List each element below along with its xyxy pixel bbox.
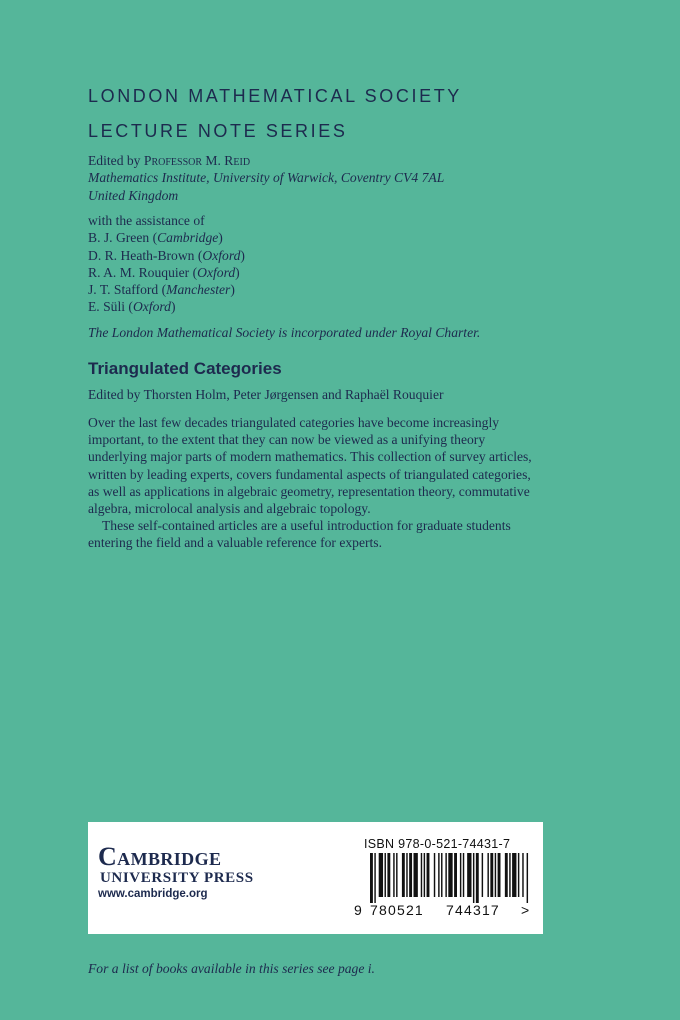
publisher-logo: Cambridge: [98, 842, 222, 871]
editor-country: United Kingdom: [88, 187, 179, 203]
barcode-bar: [421, 853, 422, 897]
barcode-bar: [463, 853, 464, 897]
barcode-bar: [473, 853, 474, 903]
editor-line: [88, 152, 444, 169]
barcode-bar: [522, 853, 523, 897]
barcode-bar: [387, 853, 390, 897]
barcode-bar: [409, 853, 412, 897]
edited-by-label: Edited by: [88, 153, 141, 168]
barcode-bar: [402, 853, 405, 897]
description-paragraph: Over the last few decades triangulated categories have become increasingly important, to the extent that they can now be viewed as a unifying theory underlying major parts of modern mathematics. This collection of survey articles, written by leading experts, covers fundamental aspects of triangulated categories, as well as applications in algebraic geometry, representation theory, commutative algebra, microlocal analysis and algebraic topology.: [88, 415, 532, 517]
barcode-bar: [434, 853, 435, 897]
publisher-box: [88, 822, 543, 934]
publisher-website: www.cambridge.org: [98, 888, 208, 900]
barcode-digit-first: 9: [354, 902, 362, 918]
assistant-entry: B. J. Green (Cambridge): [88, 230, 223, 246]
barcode-bar: [406, 853, 407, 897]
charter-note: The London Mathematical Society is incorporated under Royal Charter.: [88, 325, 481, 340]
barcode-bar: [460, 853, 461, 897]
assistant-entry: E. Süli (Oxford): [88, 299, 176, 315]
barcode-digits-left: 780521: [370, 902, 424, 918]
book-editors: Edited by Thorsten Holm, Peter Jørgensen and Raphaël Rouquier: [88, 387, 444, 402]
barcode-bar: [424, 853, 425, 897]
book-description: [88, 414, 540, 552]
barcode-bar: [374, 853, 375, 903]
barcode-bar: [509, 853, 510, 897]
barcode-bar: [487, 853, 488, 897]
description-paragraph: These self-contained articles are a useful introduction for graduate students entering the field and a valuable reference for experts.: [88, 518, 511, 551]
barcode-bar: [414, 853, 418, 897]
editor-block: [88, 152, 444, 204]
barcode-bar: [393, 853, 394, 897]
barcode-bar: [445, 853, 446, 897]
barcode-bar: [482, 853, 483, 897]
barcode-bar: [448, 853, 452, 897]
book-title: Triangulated Categories: [88, 359, 282, 378]
barcode-bar: [370, 853, 373, 903]
barcode-bar: [438, 853, 439, 897]
barcode-bar: [476, 853, 479, 903]
barcode-arrow: >: [521, 902, 530, 918]
assistance-intro: with the assistance of: [88, 213, 205, 228]
assistant-entry: R. A. M. Rouquier (Oxford): [88, 264, 240, 280]
series-footnote: For a list of books available in this series see page i.: [88, 961, 375, 976]
assistance-block: [88, 212, 245, 316]
series-title-line2: LECTURE NOTE SERIES: [88, 121, 348, 141]
assistant-entry: D. R. Heath-Brown (Oxford): [88, 247, 245, 263]
barcode-bar: [490, 853, 493, 897]
barcode-bar: [495, 853, 496, 897]
barcode-bar: [385, 853, 386, 897]
assistant-entry: J. T. Stafford (Manchester): [88, 282, 235, 298]
barcode-digits-right: 744317: [446, 902, 500, 918]
barcode-bar: [427, 853, 430, 897]
barcode: [354, 853, 534, 903]
barcode-bar: [498, 853, 501, 897]
editor-institution: Mathematics Institute, University of Warwick, Coventry CV4 7AL: [88, 170, 445, 186]
barcode-bar: [512, 853, 516, 897]
barcode-bar: [441, 853, 442, 897]
barcode-bar: [518, 853, 519, 897]
barcode-bar: [379, 853, 383, 897]
series-title-line1: LONDON MATHEMATICAL SOCIETY: [88, 86, 462, 106]
barcode-bar: [454, 853, 457, 897]
isbn-label: ISBN 978-0-521-74431-7: [364, 837, 511, 851]
barcode-bar: [505, 853, 508, 897]
barcode-bar: [467, 853, 471, 897]
publisher-subname: UNIVERSITY PRESS: [100, 870, 254, 886]
editor-name: Professor M. Reid: [143, 153, 251, 168]
barcode-bar: [396, 853, 397, 897]
barcode-bar: [527, 853, 528, 903]
